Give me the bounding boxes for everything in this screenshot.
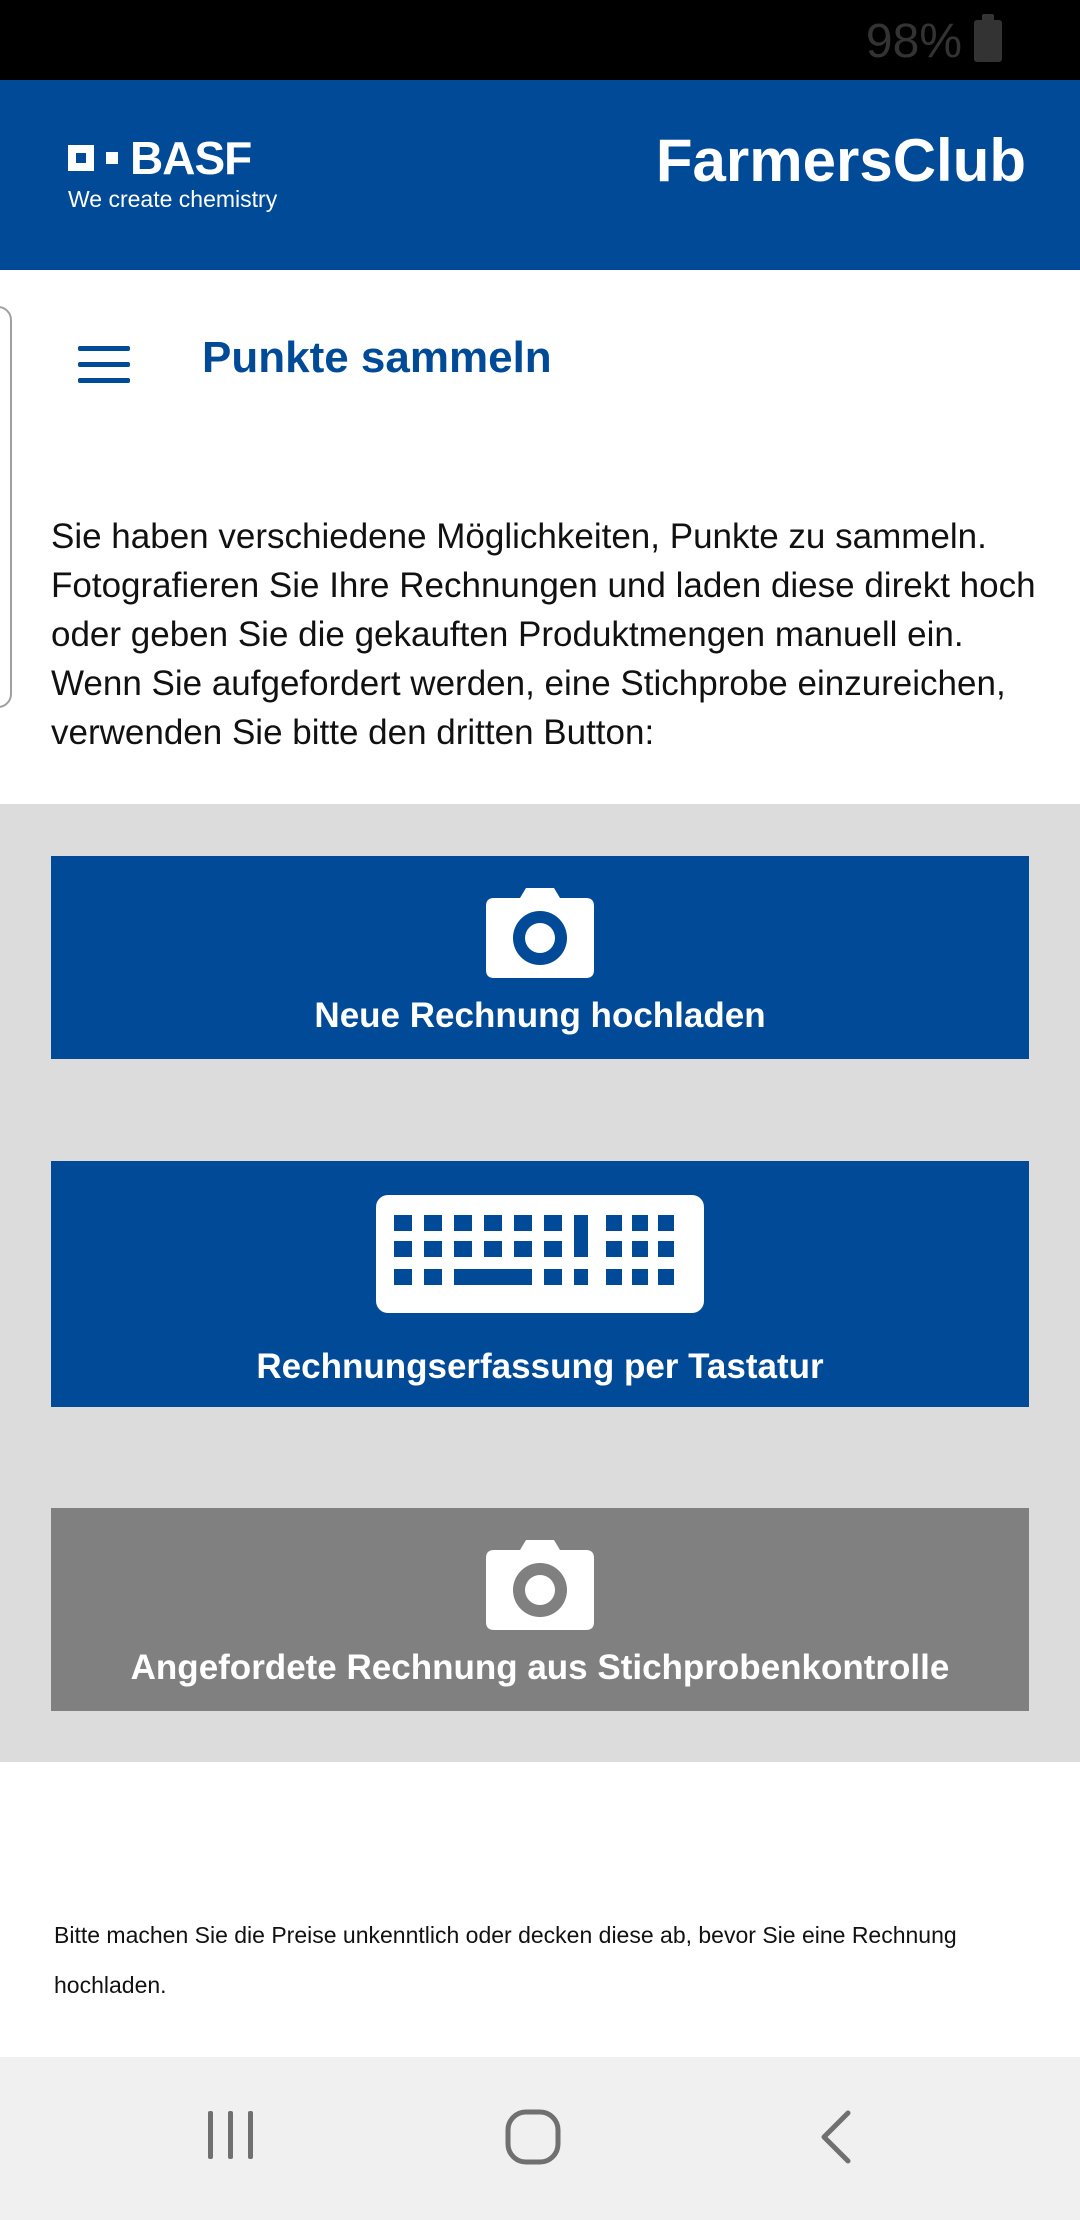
- basf-logo-mark: [68, 132, 277, 184]
- keyboard-entry-button[interactable]: [51, 1161, 1029, 1407]
- system-nav-bar: [0, 2057, 1080, 2220]
- basf-logo: [68, 132, 278, 213]
- basf-square-icon: [68, 145, 94, 171]
- footnote-text: Bitte machen Sie die Preise unkenntlich oder decken diese ab, bevor Sie eine Rechnung hochladen.: [54, 1922, 957, 1998]
- battery-icon: [974, 20, 1002, 62]
- basf-wordmark: BASF: [130, 132, 252, 184]
- page-title: Punkte sammeln: [202, 333, 552, 382]
- upload-invoice-label: Neue Rechnung hochladen: [314, 996, 766, 1035]
- intro-text: Sie haben verschiedene Möglichkeiten, Punkte zu sammeln. Fotografieren Sie Ihre Rechnungen und laden diese direkt hoch oder geben Sie die gekauften Produktmengen manuell ein. Wenn Sie aufgefordert werden, eine Stichprobe einzureichen, verwenden Sie bitte den dritten Button:: [51, 517, 1036, 752]
- app-title: FarmersClub: [655, 127, 1026, 194]
- sample-invoice-label: Angefordete Rechnung aus Stichprobenkontrolle: [130, 1648, 950, 1687]
- sample-invoice-button[interactable]: [51, 1508, 1029, 1711]
- basf-tagline: We create chemistry: [68, 186, 278, 212]
- drawer-edge[interactable]: [0, 306, 12, 708]
- hamburger-menu-icon[interactable]: [78, 346, 130, 384]
- actions-panel: [0, 804, 1080, 1762]
- home-icon[interactable]: [505, 2109, 561, 2165]
- keyboard-icon: [376, 1195, 704, 1313]
- basf-dot-icon: [106, 152, 118, 164]
- battery-percentage: 98%: [865, 15, 962, 68]
- camera-icon: [486, 1538, 594, 1630]
- recent-apps-icon[interactable]: [206, 2109, 256, 2161]
- camera-icon: [486, 886, 594, 978]
- keyboard-entry-label: Rechnungserfassung per Tastatur: [256, 1347, 824, 1386]
- app-header: [0, 80, 1080, 270]
- upload-invoice-button[interactable]: [51, 856, 1029, 1059]
- status-bar: [0, 0, 1080, 80]
- back-icon[interactable]: [818, 2109, 854, 2165]
